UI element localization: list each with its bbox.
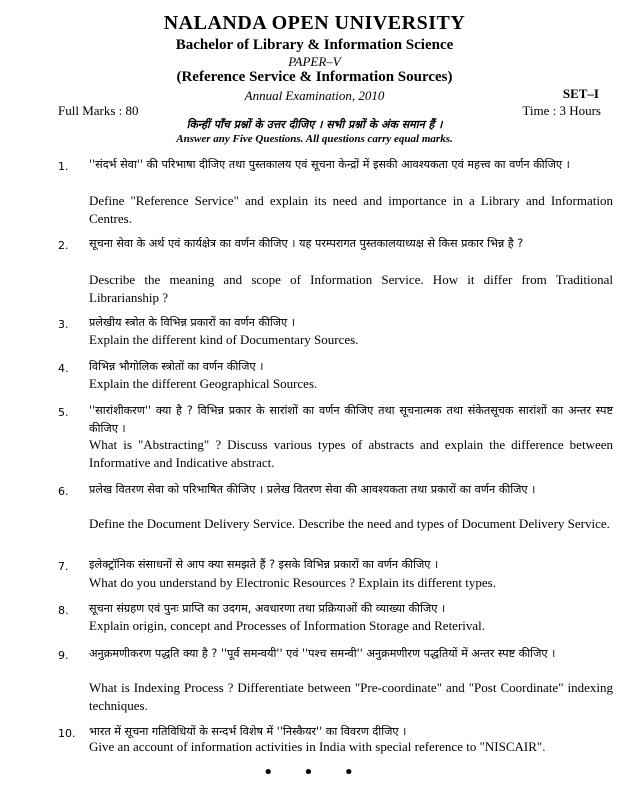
question-english: What is Indexing Process ? Differentiate between "Pre-coordinate" and "Post Coordinate" indexing techniques.	[89, 680, 613, 713]
time-limit: Time : 3 Hours	[522, 103, 601, 118]
question-english: Describe the meaning and scope of Information Service. How it differ from Traditional Librarianship ?	[89, 272, 613, 305]
instruction-english: Answer any Five Questions. All questions carry equal marks.	[176, 133, 453, 145]
question-hindi: विभिन्न भौगोलिक स्त्रोतों का वर्णन कीजिए ।	[89, 360, 264, 373]
question-english: Define the Document Delivery Service. Describe the need and types of Document Delivery Service.	[89, 516, 610, 531]
instruction-hindi: किन्हीं पाँच प्रश्नों के उत्तर दीजिए । सभी प्रश्नों के अंक समान हैं ।	[186, 118, 443, 131]
question-number: 1.	[58, 160, 69, 173]
question-hindi: प्रलेखीय स्त्रोत के विभिन्न प्रकारों का वर्णन कीजिए ।	[89, 316, 296, 329]
question-number: 10.	[58, 727, 76, 740]
degree-title: Bachelor of Library & Information Science	[175, 37, 454, 53]
question-hindi: सूचना सेवा के अर्थ एवं कार्यक्षेत्र का वर्णन कीजिए । यह परम्परागत पुस्तकालयाध्यक्ष से किस प्रकार भिन्न है ?	[89, 237, 524, 250]
question-english: What do you understand by Electronic Resources ? Explain its different types.	[89, 575, 496, 590]
question-hindi: ''सारांशीकरण'' क्या है ? विभिन्न प्रकार के सारांशों का वर्णन कीजिए तथा सूचनात्मक तथा संकेतसूचक सारांशों का अन्तर स्पष्ट कीजिए ।	[89, 404, 613, 435]
question-english: Explain the different kind of Documentary Sources.	[89, 332, 359, 347]
question-number: 6.	[58, 485, 69, 498]
question-english: Give an account of information activities in India with special reference to "NISCAIR".	[89, 739, 546, 754]
question-hindi: ''संदर्भ सेवा'' की परिभाषा दीजिए तथा पुस्तकालय एवं सूचना केन्द्रों में इसकी आवश्यकता एवं महत्त्व का वर्णन कीजिए ।	[89, 158, 570, 171]
question-hindi: प्रलेख वितरण सेवा को परिभाषित कीजिए । प्रलेख वितरण सेवा की आवश्यकता तथा प्रकारों का वर्णन कीजिए ।	[89, 483, 536, 496]
question-english: Explain origin, concept and Processes of Information Storage and Reterival.	[89, 618, 486, 633]
subject-title: (Reference Service & Information Sources)	[176, 69, 453, 85]
question-number: 7.	[58, 560, 69, 573]
question-number: 5.	[58, 406, 69, 419]
question-english: What is "Abstracting" ? Discuss various types of abstracts and explain the difference between Informative and Indicative abstract.	[89, 437, 613, 470]
question-english: Define "Reference Service" and explain its need and importance in a Library and Information Centres.	[89, 193, 613, 226]
question-number: 9.	[58, 649, 69, 662]
question-hindi: भारत में सूचना गतिविधियों के सन्दर्भ विशेष में ''निस्कैयर'' का विवरण दीजिए ।	[89, 725, 407, 738]
question-number: 8.	[58, 604, 69, 617]
question-number: 2.	[58, 239, 69, 252]
paper-number: PAPER–V	[288, 54, 341, 69]
end-dots: • • •	[262, 762, 367, 783]
question-number: 3.	[58, 318, 69, 331]
set-label: SET–I	[562, 86, 599, 101]
university-name: NALANDA OPEN UNIVERSITY	[163, 12, 466, 34]
question-hindi: इलेक्ट्रॉनिक संसाधनों से आप क्या समझते हैं ? इसके विभिन्न प्रकारों का वर्णन कीजिए ।	[89, 558, 439, 571]
question-hindi: सूचना संग्रहण एवं पुनः प्राप्ति का उदगम, अवधारणा तथा प्रक्रियाओं की व्याख्या कीजिए ।	[89, 602, 446, 615]
question-hindi: अनुक्रमणीकरण पद्धति क्या है ? ''पूर्व समन्वयी'' एवं ''पश्च समन्वी'' अनुक्रमणीरण पद्धतियों में अन्तर स्पष्ट कीजिए ।	[89, 647, 556, 660]
question-english: Explain the different Geographical Sources.	[89, 376, 318, 391]
question-number: 4.	[58, 362, 69, 375]
full-marks: Full Marks : 80	[58, 103, 139, 118]
exam-title: Annual Examination, 2010	[244, 88, 385, 103]
